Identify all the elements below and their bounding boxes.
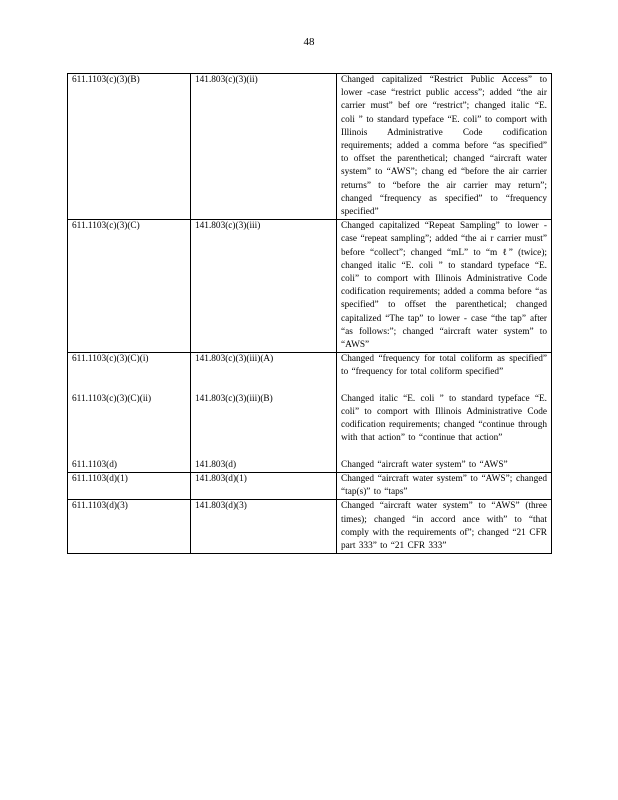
new-section: 141.803(c)(3)(iii) — [195, 221, 261, 232]
old-section: 611.1103(d)(3) — [72, 501, 128, 512]
new-section: 141.803(c)(3)(iii)(B) — [195, 393, 273, 404]
change-description: Changed capitalized “Repeat Sampling” to lower -case “repeat sampling”; added “the ai r carrier must” before “collect”; changed “mL” to “m ℓ” (twice); changed italic “E. coli ” to standard typeface “E. coli” to comport with Illinois Administrative Code codification requirements; added a comma before “as specified” to offset the parenthetical; changed capitalized “The tap” to lower - case “the tap” after “as follows:”; changed “aircraft water system” to “AWS” — [341, 221, 547, 351]
new-section: 141.803(d)(1) — [195, 474, 247, 485]
change-description: Changed “aircraft water system” to “AWS” (three times); changed “in accord ance with” to “that comply with the requirements of”; changed “21 CFR part 333” to “21 CFR 333” — [341, 501, 547, 552]
change-description: Changed capitalized “Restrict Public Access” to lower -case “restrict public access”; added “the air carrier must” bef ore “restrict”; changed italic “E. coli ” to standard typeface “E. coli” to comport with Illinois Administrative Code codification requirements; added a comma before “as specified” to offset the parenthetical; changed “aircraft water system” to “AWS”; chang ed “before the air carrier returns” to “before the air carrier may return”; changed “frequency as specified” to “frequency specified” — [341, 75, 547, 218]
table-row — [68, 500, 552, 554]
old-section-cell — [68, 220, 191, 353]
description-cell — [337, 500, 552, 554]
new-section: 141.803(d) — [195, 459, 237, 470]
old-section: 611.1103(d) — [72, 459, 118, 470]
old-section-cell — [68, 473, 191, 500]
new-section-cell — [191, 353, 337, 473]
new-section: 141.803(c)(3)(ii) — [195, 75, 258, 85]
new-section-cell — [191, 500, 337, 554]
table-row — [68, 74, 552, 220]
old-section: 611.1103(c)(3)(C)(i) — [72, 354, 149, 365]
old-section: 611.1103(c)(3)(C)(ii) — [72, 393, 152, 404]
description-cell — [337, 74, 552, 220]
old-section-cell — [68, 500, 191, 554]
new-section: 141.803(d)(3) — [195, 501, 247, 512]
page-number: 48 — [303, 36, 315, 48]
description-cell — [337, 473, 552, 500]
new-section-cell — [191, 473, 337, 500]
old-section-cell — [68, 74, 191, 220]
description-cell — [337, 353, 552, 473]
table-row — [68, 473, 552, 500]
old-section: 611.1103(d)(1) — [72, 474, 128, 485]
change-description: Changed “frequency for total coliform as specified” to “frequency for total coliform specified” — [341, 354, 547, 378]
description-cell — [337, 220, 552, 353]
change-description: Changed “aircraft water system” to “AWS”; changed “tap(s)” to “taps” — [341, 474, 547, 498]
new-section: 141.803(c)(3)(iii)(A) — [195, 354, 274, 365]
change-description: Changed italic “E. coli ” to standard typeface “E. coli” to comport with Illinois Administrative Code codification requirements; changed “continue through with that action” to “continue that action” — [341, 393, 547, 444]
new-section-cell — [191, 74, 337, 220]
new-section-cell — [191, 220, 337, 353]
revision-table — [67, 73, 552, 554]
old-section-cell — [68, 353, 191, 473]
change-description: Changed “aircraft water system” to “AWS” — [341, 459, 508, 470]
old-section: 611.1103(c)(3)(B) — [72, 75, 140, 85]
table-row — [68, 220, 552, 353]
table-row — [68, 353, 552, 473]
old-section: 611.1103(c)(3)(C) — [72, 221, 140, 232]
